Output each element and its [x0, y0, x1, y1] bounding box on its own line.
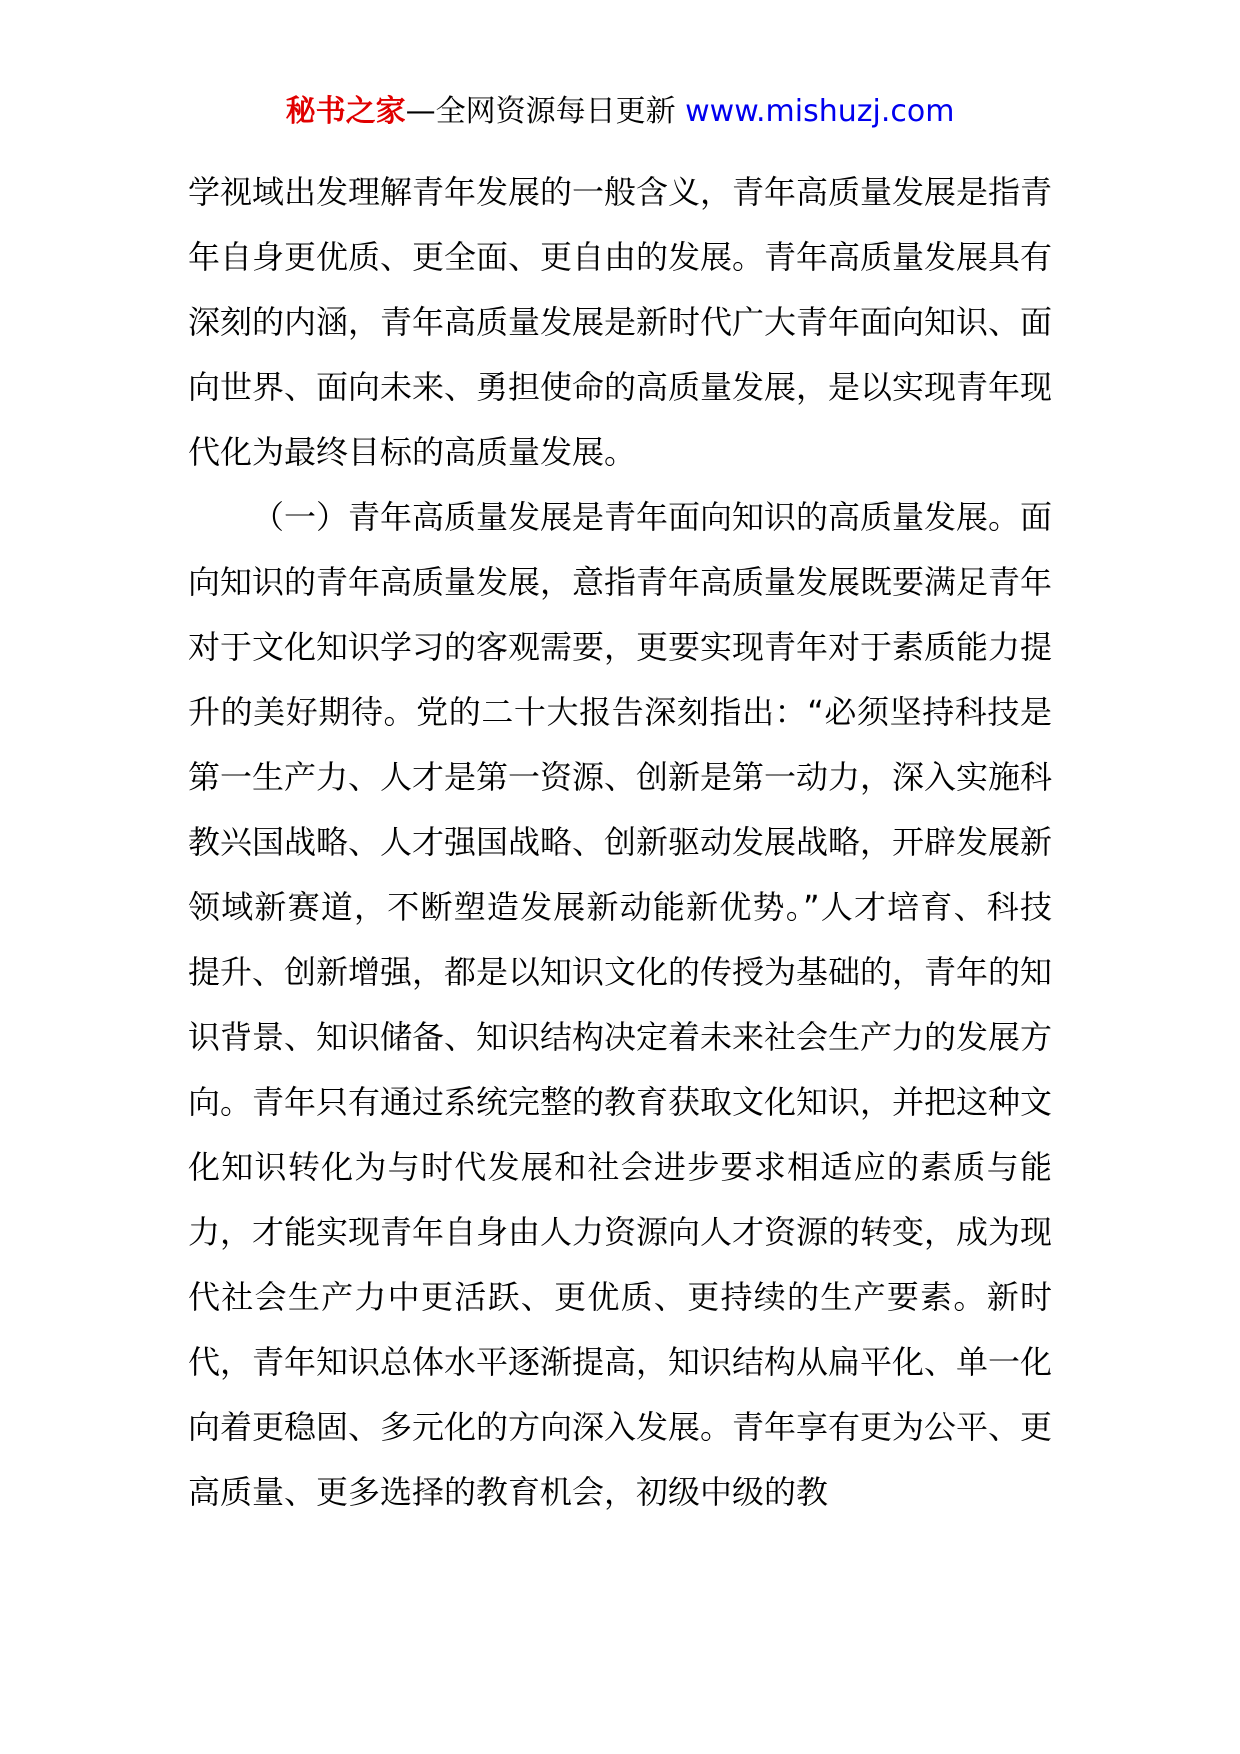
site-tagline: —全网资源每日更新 — [405, 94, 676, 129]
site-header — [0, 92, 1240, 132]
document-body — [188, 160, 1052, 1525]
site-url-link[interactable]: www.mishuzj.com — [685, 94, 955, 129]
paragraph-section-1: （一）青年高质量发展是青年面向知识的高质量发展。面向知识的青年高质量发展，意指青年高质量发展既要满足青年对于文化知识学习的客观需要，更要实现青年对于素质能力提升的美好期待。党的二十大报告深刻指出：“必须坚持科技是第一生产力、人才是第一资源、创新是第一动力，深入实施科教兴国战略、人才强国战略、创新驱动发展战略，开辟发展新领域新赛道，不断塑造发展新动能新优势。”人才培育、科技提升、创新增强，都是以知识文化的传授为基础的，青年的知识背景、知识储备、知识结构决定着未来社会生产力的发展方向。青年只有通过系统完整的教育获取文化知识，并把这种文化知识转化为与时代发展和社会进步要求相适应的素质与能力，才能实现青年自身由人力资源向人才资源的转变，成为现代社会生产力中更活跃、更优质、更持续的生产要素。新时代，青年知识总体水平逐渐提高，知识结构从扁平化、单一化向着更稳固、多元化的方向深入发展。青年享有更为公平、更高质量、更多选择的教育机会，初级中级的教 — [188, 498, 1053, 1511]
site-brand: 秘书之家 — [285, 94, 406, 129]
paragraph-continued: 学视域出发理解青年发展的一般含义，青年高质量发展是指青年自身更优质、更全面、更自由的发展。青年高质量发展具有深刻的内涵，青年高质量发展是新时代广大青年面向知识、面向世界、面向未来、勇担使命的高质量发展，是以实现青年现代化为最终目标的高质量发展。 — [188, 173, 1053, 471]
